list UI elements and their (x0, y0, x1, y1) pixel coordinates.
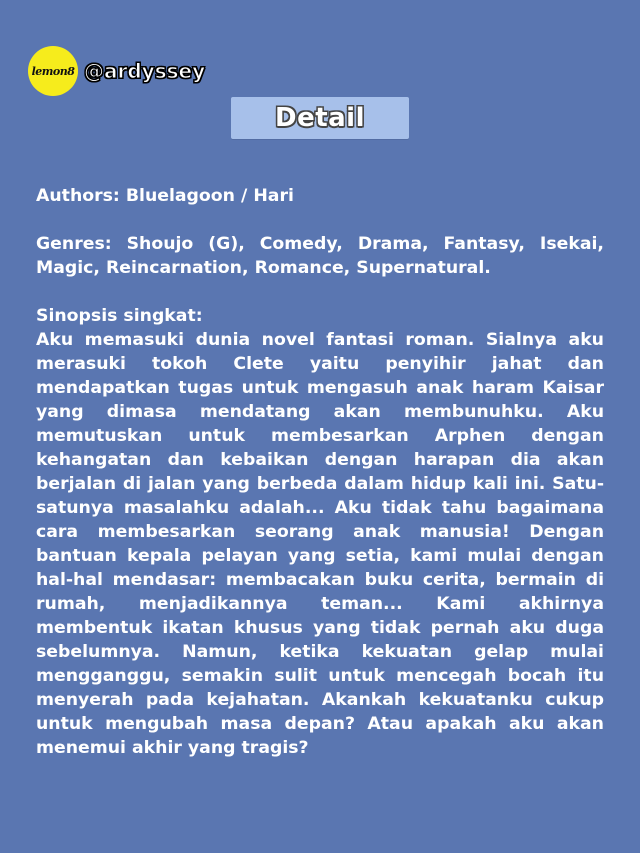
profile-header (28, 46, 205, 96)
synopsis-text: Aku memasuki dunia novel fantasi roman. Sialnya aku merasuki tokoh Clete yaitu penyihir jahat dan mendapatkan tugas untuk mengasuh anak haram Kaisar yang dimasa mendatang akan membunuhku. Aku memutuskan untuk membesarkan Arphen dengan kehangatan dan kebaikan dengan harapan dia akan berjalan di jalan yang berbeda dalam hidup kali ini. Satu-satunya masalahku adalah... Aku tidak tahu bagaimana cara membesarkan seorang anak manusia! Dengan bantuan kepala pelayan yang setia, kami mulai dengan hal-hal mendasar: membacakan buku cerita, bermain di rumah, menjadikannya teman... Kami akhirnya membentuk ikatan khusus yang tidak pernah aku duga sebelumnya. Namun, ketika kekuatan gelap mulai mengganggu, semakin sulit untuk mencegah bocah itu menyerah pada kejahatan. Akankah kekuatanku cukup untuk mengubah masa depan? Atau apakah aku akan menemui akhir yang tragis? (36, 330, 604, 758)
genres-text: Genres: Shoujo (G), Comedy, Drama, Fantasy, Isekai, Magic, Reincarnation, Romance, Supernatural. (36, 234, 604, 278)
detail-content (36, 184, 604, 760)
spacer (36, 208, 604, 232)
page-title: Detail (274, 103, 365, 133)
synopsis-label: Sinopsis singkat: (36, 306, 203, 326)
spacer (36, 280, 604, 304)
title-box (231, 97, 409, 139)
lemon8-logo[interactable] (28, 46, 78, 96)
user-handle[interactable]: @ardyssey (84, 59, 206, 83)
authors-text: Authors: Bluelagoon / Hari (36, 186, 294, 206)
logo-text: lemon8 (31, 64, 75, 78)
